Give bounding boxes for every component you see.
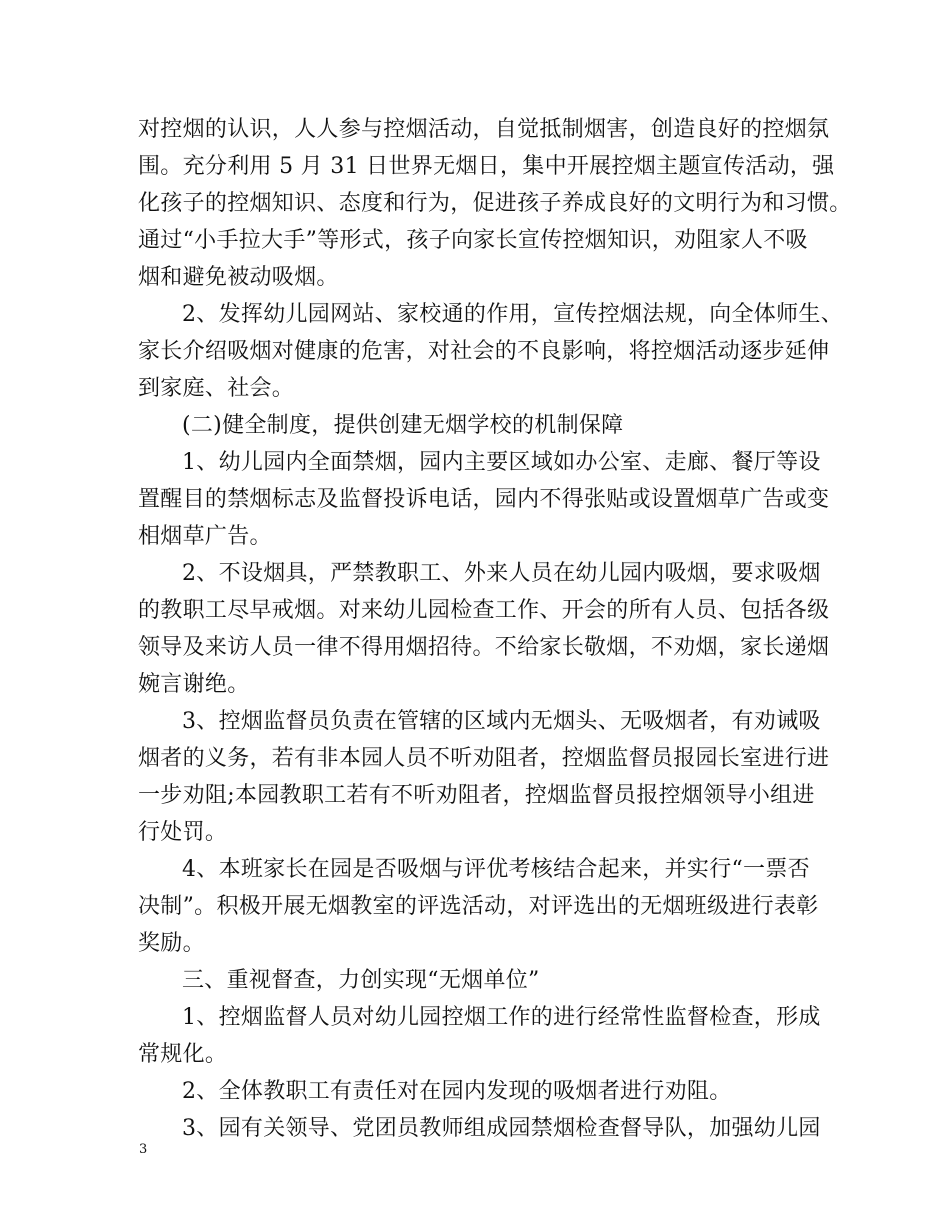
text-line: 奖励。	[138, 931, 205, 956]
paragraph-first-line: 3、控烟监督员负责在管辖的区域内无烟头、无吸烟者，有劝诫吸	[182, 709, 821, 734]
text-line: 烟者的义务，若有非本园人员不听劝阻者，控烟监督员报园长室进行进	[138, 746, 830, 771]
text-line: 对控烟的认识，人人参与控烟活动，自觉抵制烟害，创造良好的控烟氛	[138, 117, 830, 142]
paragraph-first-line: 2、发挥幼儿园网站、家校通的作用，宣传控烟法规，向全体师生、	[182, 302, 843, 327]
text-line: 行处罚。	[138, 820, 228, 845]
text-line: 家长介绍吸烟对健康的危害，对社会的不良影响，将控烟活动逐步延伸	[138, 339, 830, 364]
text-line: 婉言谢绝。	[138, 672, 250, 697]
text-line: 常规化。	[138, 1042, 228, 1067]
paragraph-first-line: 2、全体教职工有责任对在园内发现的吸烟者进行劝阻。	[182, 1079, 732, 1104]
text-line: 烟和避免被动吸烟。	[138, 265, 339, 290]
text-line: 决制”。积极开展无烟教室的评选活动，对评选出的无烟班级进行表彰	[138, 894, 819, 919]
text-line: 一步劝阻;本园教职工若有不听劝阻者，控烟监督员报控烟领导小组进	[138, 783, 815, 808]
text-line: 相烟草广告。	[138, 524, 272, 549]
text-line: 通过“小手拉大手”等形式，孩子向家长宣传控烟知识，劝阻家人不吸	[138, 228, 808, 253]
text-line: 到家庭、社会。	[138, 376, 295, 401]
text-line: 化孩子的控烟知识、态度和行为，促进孩子养成良好的文明行为和习惯。	[138, 191, 852, 216]
paragraph-first-line: 4、本班家长在园是否吸烟与评优考核结合起来，并实行“一票否	[182, 857, 810, 882]
text-line: 的教职工尽早戒烟。对来幼儿园检查工作、开会的所有人员、包括各级	[138, 598, 830, 623]
text-line: 围。充分利用 5 月 31 日世界无烟日，集中开展控烟主题宣传活动，强	[138, 154, 835, 179]
paragraph-first-line: 1、控烟监督人员对幼儿园控烟工作的进行经常性监督检查，形成	[182, 1005, 821, 1030]
page-number: 3	[139, 1142, 148, 1157]
paragraph-first-line: 1、幼儿园内全面禁烟，园内主要区域如办公室、走廊、餐厅等设	[182, 450, 821, 475]
paragraph-first-line: 3、园有关领导、党团员教师组成园禁烟检查督导队，加强幼儿园	[182, 1116, 821, 1141]
section-heading: (二)健全制度，提供创建无烟学校的机制保障	[182, 413, 624, 438]
paragraph-first-line: 2、不设烟具，严禁教职工、外来人员在幼儿园内吸烟，要求吸烟	[182, 561, 821, 586]
section-heading: 三、重视督查，力创实现“无烟单位”	[182, 968, 540, 993]
text-line: 置醒目的禁烟标志及监督投诉电话，园内不得张贴或设置烟草广告或变	[138, 487, 830, 512]
text-line: 领导及来访人员一律不得用烟招待。不给家长敬烟，不劝烟，家长递烟	[138, 635, 830, 660]
